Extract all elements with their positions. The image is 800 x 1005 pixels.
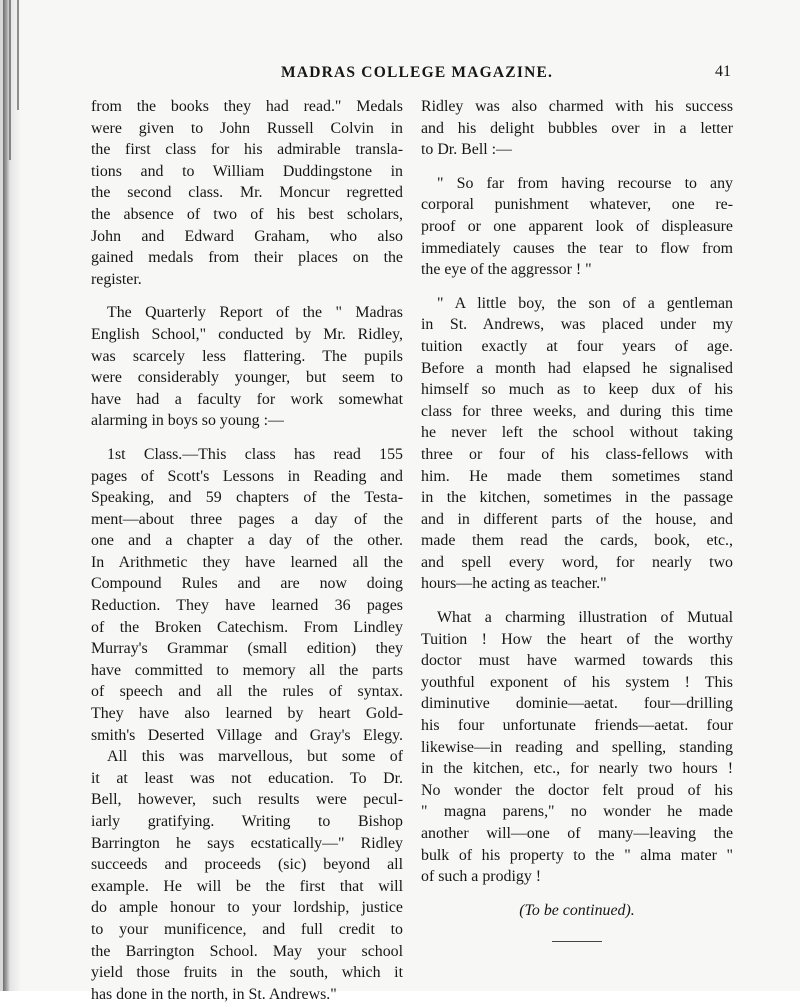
text-line: his four unfortunate friends—aetat. four [421, 717, 733, 735]
text-line: All this was marvellous, but some of [107, 748, 403, 766]
text-line: Before a month had elapsed he signalised [421, 359, 733, 377]
text-line: gained medals from their places on the [91, 249, 403, 267]
paragraph [421, 96, 733, 161]
text-line: smith's Deserted Village and Gray's Elegy. [91, 726, 403, 744]
text-line: has done in the north, in St. Andrews." [91, 985, 337, 1003]
text-line: bulk of his property to the " alma mater " [421, 846, 733, 864]
text-line: The Quarterly Report of the " Madras [107, 304, 403, 322]
binding-crease [17, 0, 19, 110]
text-line: Compound Rules and are now doing [91, 575, 403, 593]
text-line: proof or one apparent look of displeasure [421, 217, 733, 235]
text-line: doctor must have warmed towards this [421, 652, 733, 670]
text-line: corporal punishment whatever, one re- [421, 196, 733, 214]
text-line: They have also learned by heart Gold- [91, 705, 403, 723]
text-line: Bell, however, such results were pecul- [91, 791, 403, 809]
text-line: the Barrington School. May your school [91, 942, 403, 960]
text-line: one and a chapter a day of the other. [91, 532, 403, 550]
right-column [421, 96, 733, 942]
text-line: " A little boy, the son of a gentleman [437, 294, 733, 312]
text-line: likewise—in reading and spelling, standing [421, 738, 733, 756]
paragraph [91, 302, 403, 432]
text-line: in St. Andrews, was placed under my [421, 316, 733, 334]
running-title: MADRAS COLLEGE MAGAZINE. [281, 64, 554, 81]
text-line: tions and to William Duddingstone in [91, 162, 403, 180]
text-line: pages of Scott's Lessons in Reading and [91, 467, 403, 485]
text-line: it at least was not education. To Dr. [91, 769, 403, 787]
text-line: in the kitchen, sometimes in the passage [421, 489, 733, 507]
text-line: the first class for his admirable transla- [91, 141, 403, 159]
text-line: immediately causes the tear to flow from [421, 239, 733, 257]
text-line: register. [91, 270, 142, 288]
paragraph [421, 173, 733, 281]
paragraph [421, 293, 733, 595]
text-line: Barrington he says ecstatically—" Ridley [91, 834, 403, 852]
text-line: diminutive dominie—aetat. four—drilling [421, 695, 733, 713]
text-line: " magna parens," no wonder he made [421, 803, 733, 821]
text-line: in the kitchen, etc., for nearly two hours ! [421, 760, 733, 778]
text-line: Speaking, and 59 chapters of the Testa- [91, 489, 403, 507]
text-line: " So far from having recourse to any [437, 174, 733, 192]
text-line: the eye of the aggressor ! " [421, 261, 592, 279]
page-header [91, 60, 731, 86]
text-line: of speech and all the rules of syntax. [91, 683, 403, 701]
text-line: him. He made them sometimes stand [421, 467, 733, 485]
text-line: iarly gratifying. Writing to Bishop [91, 813, 403, 830]
text-line: from the books they had read." Medals [91, 98, 403, 115]
text-line: What a charming illustration of Mutual [437, 609, 733, 627]
text-line: 1st Class.—This class has read 155 [107, 445, 403, 463]
closing-rule [552, 941, 602, 942]
text-line: Tuition ! How the heart of the worthy [421, 630, 733, 648]
text-line: made them read the cards, book, etc., [421, 532, 733, 550]
paragraph [91, 96, 403, 290]
text-line: and his delight bubbles over in a letter [421, 119, 733, 137]
text-line: were considerably younger, but seem to [91, 369, 403, 387]
text-line: tuition exactly at four years of age. [421, 337, 733, 355]
text-line: John and Edward Graham, who also [91, 227, 403, 245]
text-line: the second class. Mr. Moncur regretted [91, 184, 403, 202]
text-line: succeeds and proceeds (sic) beyond all [91, 856, 403, 874]
text-line: of such a prodigy ! [421, 868, 542, 886]
text-line: yield those fruits in the south, which it [91, 964, 403, 982]
text-line: the absence of two of his best scholars, [91, 205, 403, 223]
text-line: to your munificence, and full credit to [91, 920, 403, 938]
text-line: to Dr. Bell :— [421, 141, 512, 159]
text-line: he never left the school without taking [421, 424, 733, 442]
text-line: and in different parts of the house, and [421, 510, 733, 528]
binding-edge [3, 0, 31, 991]
paragraph [91, 444, 403, 746]
text-line: three or four of his class-fellows with [421, 445, 733, 463]
text-line: In Arithmetic they have learned all the [91, 553, 403, 571]
text-line: hours—he acting as teacher." [421, 575, 607, 593]
text-line: have committed to memory all the parts [91, 661, 403, 679]
text-line: himself so much as to keep dux of his [421, 381, 733, 399]
text-line: English School," conducted by Mr. Ridley, [91, 325, 403, 343]
text-line: Ridley was also charmed with his success [421, 98, 733, 115]
page-number: 41 [715, 63, 731, 80]
text-line: was scarcely less flattering. The pupils [91, 347, 403, 365]
text-line: ment—about three pages a day of the [91, 510, 403, 528]
text-line: Murray's Grammar (small edition) they [91, 640, 403, 658]
text-line: class for three weeks, and during this time [421, 402, 733, 420]
text-line: youthful exponent of his system ! This [421, 673, 733, 691]
text-line: have had a faculty for work somewhat [91, 390, 403, 408]
text-line: Reduction. They have learned 36 pages [91, 597, 403, 615]
text-line: example. He will be the first that will [91, 877, 403, 895]
text-line: of the Broken Catechism. From Lindley [91, 618, 403, 636]
text-line: another will—one of many—leaving the [421, 825, 733, 842]
continued-note: (To be continued). [519, 901, 635, 919]
left-column [91, 96, 403, 1005]
text-line: do ample honour to your lordship, justice [91, 899, 403, 917]
text-line: No wonder the doctor felt proud of his [421, 781, 733, 799]
paragraph [421, 607, 733, 888]
paragraph [91, 746, 403, 1005]
text-line: alarming in boys so young :— [91, 412, 284, 430]
text-line: were given to John Russell Colvin in [91, 119, 403, 137]
binding-crease [9, 0, 11, 160]
text-line: and spell every word, for nearly two [421, 553, 733, 571]
